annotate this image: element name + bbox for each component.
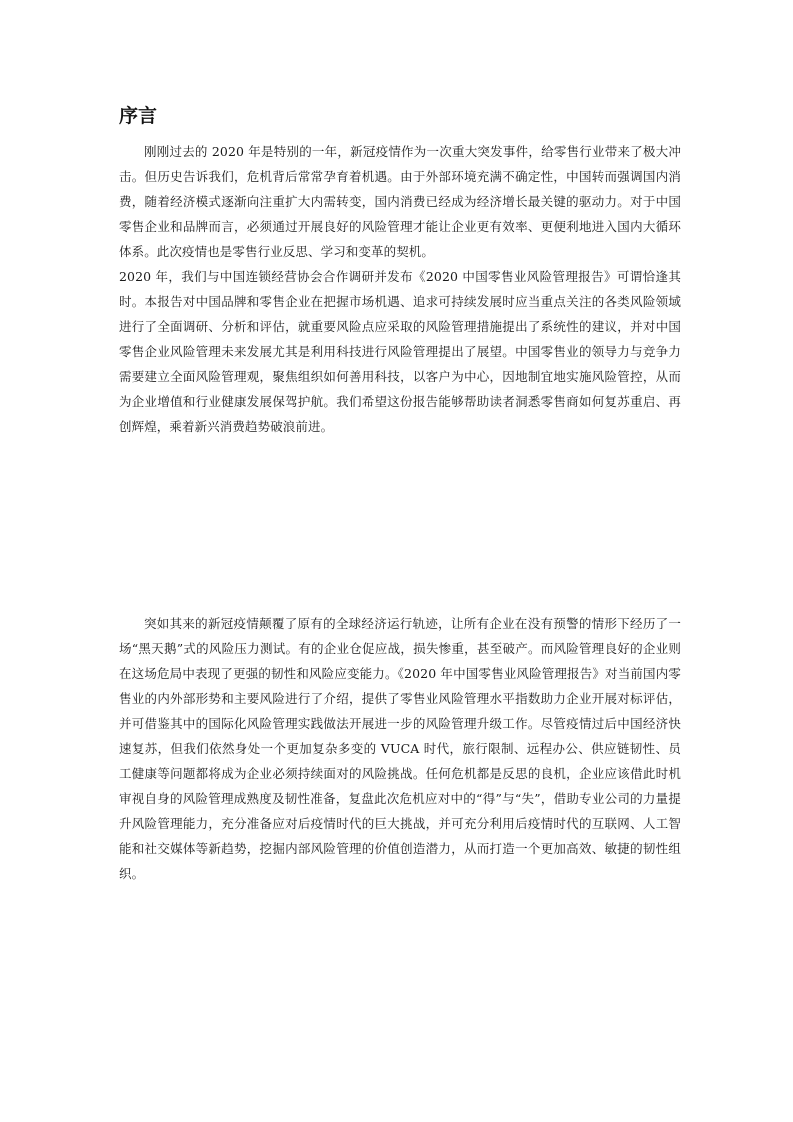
paragraph-intro: 刚刚过去的 2020 年是特别的一年，新冠疫情作为一次重大突发事件，给零售行业带来了极大冲击。但历史告诉我们，危机背后常常孕育着机遇。由于外部环境充满不确定性，中国转而强调国内消费，随着经济模式逐渐向注重扩大内需转变，国内消费已经成为经济增长最关键的驱动力。对于中国零售企业和品牌而言，必须通过开展良好的风险管理才能让企业更有效率、更便利地进入国内大循环体系。此次疫情也是零售行业反思、学习和变革的契机。	[119, 144, 681, 259]
page-title: 序言	[119, 105, 158, 127]
paragraph-report: 2020 年，我们与中国连锁经营协会合作调研并发布《2020 中国零售业风险管理报告》可谓恰逢其时。本报告对中国品牌和零售企业在把握市场机遇、追求可持续发展时应当重点关注的各类风险领域进行了全面调研、分析和评估，就重要风险点应采取的风险管理措施提出了系统性的建议，并对中国零售企业风险管理未来发展尤其是利用科技进行风险管理提出了展望。中国零售业的领导力与竞争力需要建立全面风险管理观，聚焦组织如何善用科技，以客户为中心，因地制宜地实施风险管控，从而为企业增值和行业健康发展保驾护航。我们希望这份报告能够帮助读者洞悉零售商如何复苏重启、再创辉煌，乘着新兴消费趋势破浪前进。	[119, 269, 681, 434]
paragraph-pandemic: 突如其来的新冠疫情颠覆了原有的全球经济运行轨迹，让所有企业在没有预警的情形下经历了一场“黑天鹅”式的风险压力测试。有的企业仓促应战，损失惨重，甚至破产。而风险管理良好的企业则在这场危局中表现了更强的韧性和风险应变能力。《2020 年中国零售业风险管理报告》对当前国内零售业的内外部形势和主要风险进行了介绍，提供了零售业风险管理水平指数助力企业开展对标评估，并可借鉴其中的国际化风险管理实践做法开展进一步的风险管理升级工作。尽管疫情过后中国经济快速复苏，但我们依然身处一个更加复杂多变的 VUCA 时代，旅行限制、远程办公、供应链韧性、员工健康等问题都将成为企业必须持续面对的风险挑战。任何危机都是反思的良机，企业应该借此时机审视自身的风险管理成熟度及韧性准备，复盘此次危机应对中的“得”与“失”，借助专业公司的力量提升风险管理能力，充分准备应对后疫情时代的巨大挑战，并可充分利用后疫情时代的互联网、人工智能和社交媒体等新趋势，挖掘内部风险管理的价值创造潜力，从而打造一个更加高效、敏捷的韧性组织。	[119, 616, 681, 881]
